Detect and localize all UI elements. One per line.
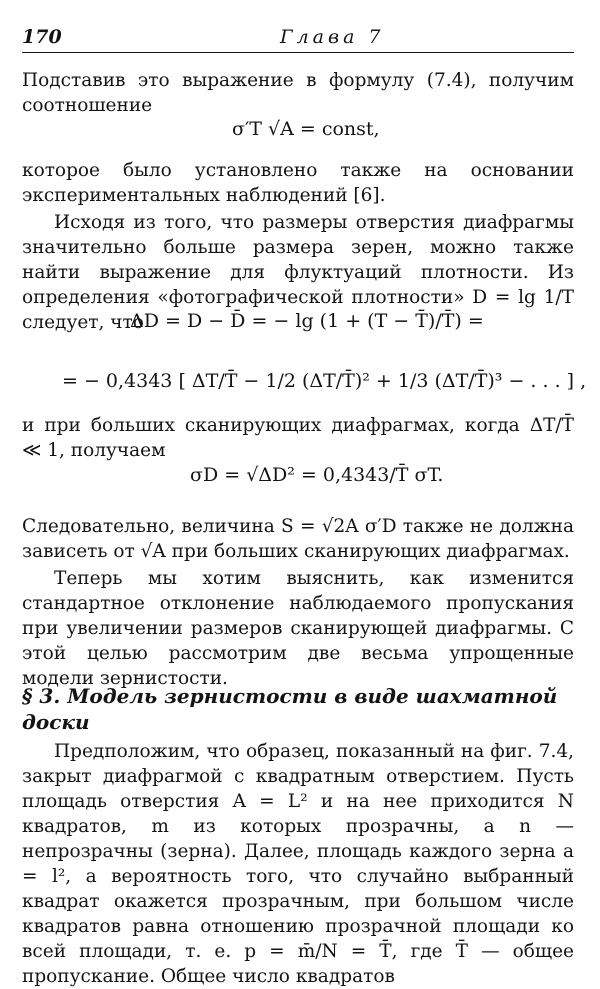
formula-2-line-2: = − 0,4343 [ ΔT/T̄ − 1/2 (ΔT/T̄)² + 1/3 (ΔT/T̄)³ − . . . ] , (62, 370, 587, 392)
chapter-title: Глава 7 (280, 26, 385, 48)
page-number: 170 (22, 26, 62, 48)
formula-2-line-1: ΔD = D − D̄ = − lg (1 + (T − T̄)/T̄) = (130, 310, 484, 332)
formula-1-left: σ′T √A (232, 118, 294, 140)
paragraph-6: Теперь мы хотим выяснить, как изменится стандартное отклонение наблюдаемого пропускания при увеличении размеров сканирующей диафрагмы. С этой целью рассмотрим две весьма упрощенные модели зернистости. (22, 568, 574, 689)
paragraph-1: Подставив это выражение в формулу (7.4), получим соотношение (22, 70, 574, 116)
paragraph-7: Предположим, что образец, показанный на фиг. 7.4, закрыт диафрагмой с квадратным отверстием. Пусть площадь отверстия A = L² и на нее приходится N квадратов, m из которых прозрачны, а n — непрозрачны (зерна). Далее, площадь каждого зерна a = l², а вероятность того, что случайно выбранный квадрат окажется прозрачным, при большом числе квадратов равна отношению прозрачной площади ко всей площади, т. е. p = m̄/N = T̄, где T̄ — общее пропускание. Общее число квадратов (22, 741, 574, 987)
paragraph-5: Следовательно, величина S = √2A σ′D также не должна зависеть от √A при больших сканирующих диафрагмах. (22, 516, 574, 562)
formula-1 (232, 116, 380, 142)
formula-1-right: = const, (299, 118, 380, 140)
running-header (22, 22, 574, 53)
formula-3: σD = √ΔD² = 0,4343/T̄ σT. (190, 464, 444, 486)
paragraph-4: и при больших сканирующих диафрагмах, когда ΔT/T̄ ≪ 1, получаем (22, 415, 574, 461)
paragraph-3: Исходя из того, что размеры отверстия диафрагмы значительно больше размера зерен, можно также найти выражение для флуктуаций плотности. Из определения «фотографической плотности» D = lg 1/T следует, что (22, 212, 574, 333)
section-heading: § 3. Модель зернистости в виде шахматной доски (22, 684, 558, 734)
paragraph-2: которое было установлено также на основании экспериментальных наблюдений [6]. (22, 160, 574, 206)
